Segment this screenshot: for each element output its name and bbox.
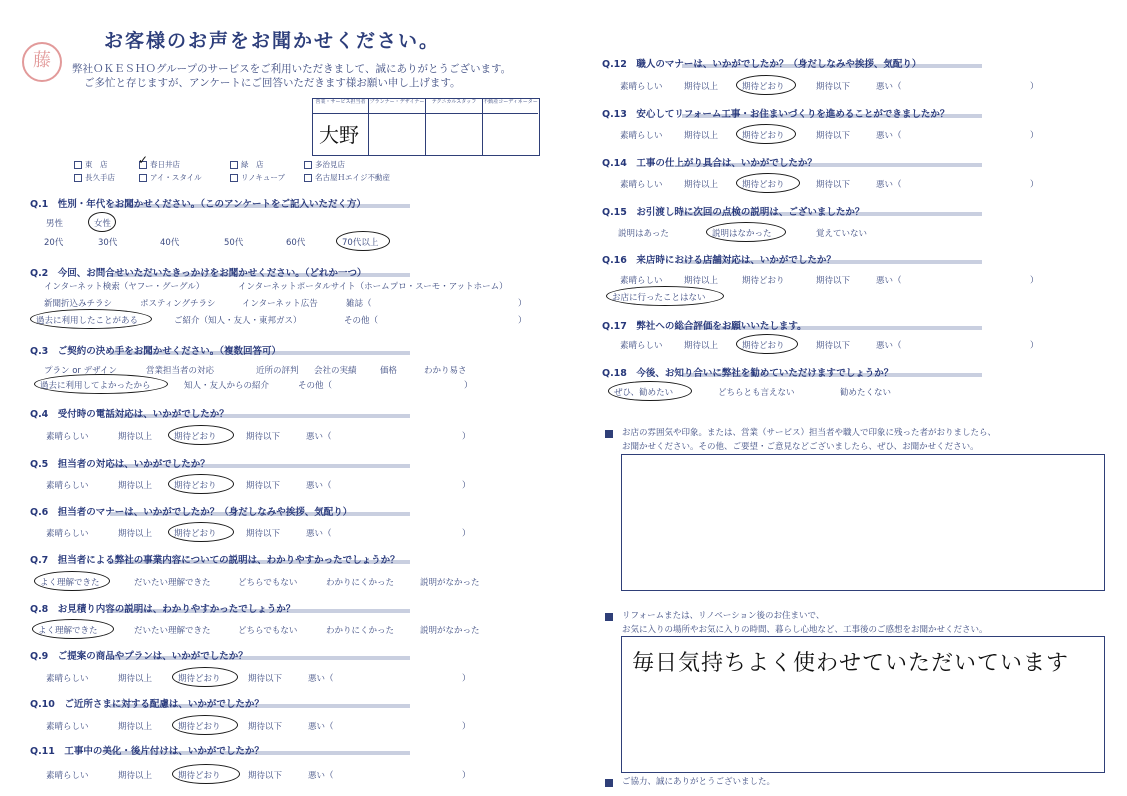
selected-answer-circle <box>34 571 110 591</box>
answer-option[interactable]: 悪い（ <box>308 771 334 781</box>
answer-option[interactable]: 期待以上 <box>684 131 719 141</box>
answer-option[interactable]: ご紹介（知人・友人・東邦ガス） <box>174 316 302 326</box>
store-label: 多治見店 <box>315 160 345 169</box>
question-label: Q.18 今後、お知り合いに弊社を勧めていただけますでしょうか？ <box>602 368 894 379</box>
answer-option[interactable]: 期待以下 <box>816 82 851 92</box>
store-label: 長久手店 <box>85 173 115 182</box>
store-option[interactable] <box>74 172 115 183</box>
answer-option[interactable]: 60代 <box>286 238 306 248</box>
answer-option[interactable]: 知人・友人からの紹介 <box>184 381 270 391</box>
comment2-textarea[interactable] <box>621 636 1105 773</box>
store-option[interactable] <box>304 159 345 170</box>
bullet-square-icon <box>605 613 613 621</box>
answer-option[interactable]: わかりにくかった <box>326 578 395 588</box>
answer-option[interactable]: 期待どおり <box>178 674 221 684</box>
answer-option[interactable]: ） <box>462 771 471 781</box>
answer-option[interactable]: ） <box>518 299 527 309</box>
comment2-prompt-1: リフォームまたは、リノベーション後のお住まいで、 <box>622 611 825 621</box>
staff-header-realestate: 不動産コーディネーター <box>483 99 538 114</box>
answer-option[interactable]: 70代以上 <box>342 238 379 248</box>
answer-option[interactable]: 会社の実績 <box>314 366 357 376</box>
answer-option[interactable]: 期待以上 <box>118 529 153 539</box>
answer-option[interactable]: 期待どおり <box>174 481 217 491</box>
question-label: Q.9 ご提案の商品やプランは、いかがでしたか？ <box>30 651 248 662</box>
question-label: Q.4 受付時の電話対応は、いかがでしたか？ <box>30 409 229 420</box>
answer-option[interactable]: 期待どおり <box>178 771 221 781</box>
question-label: Q.3 ご契約の決め手をお聞かせください。（複数回答可） <box>30 346 282 357</box>
answer-option[interactable]: 期待以下 <box>248 722 283 732</box>
checkbox[interactable] <box>230 161 238 169</box>
staff-table <box>312 98 540 156</box>
store-label: 緑 店 <box>241 160 264 169</box>
answer-option[interactable]: ） <box>462 481 471 491</box>
answer-option[interactable]: よく理解できた <box>40 578 100 588</box>
selected-answer-circle <box>168 474 234 494</box>
selected-answer-circle <box>736 173 800 193</box>
question-label: Q.5 担当者の対応は、いかがでしたか？ <box>30 459 210 470</box>
intro-line-2: ご多忙と存じますが、アンケートにご回答いただきます様お願い申し上げます。 <box>84 77 461 89</box>
answer-option[interactable]: ぜひ、勧めたい <box>614 388 674 398</box>
answer-option[interactable]: 期待以上 <box>118 481 153 491</box>
answer-option[interactable]: 期待以上 <box>118 771 153 781</box>
answer-option[interactable]: 素晴らしい <box>46 674 89 684</box>
store-option[interactable] <box>139 172 202 183</box>
store-option[interactable] <box>74 159 108 170</box>
answer-option[interactable]: インターネットポータルサイト（ホームプロ・スーモ・アットホーム） <box>238 282 508 292</box>
answer-option[interactable]: 期待以上 <box>118 722 153 732</box>
question-label: Q.2 今回、お問合せいただいたきっかけをお聞かせください。（どれか一つ） <box>30 268 367 279</box>
checkbox[interactable] <box>304 174 312 182</box>
checkbox[interactable] <box>304 161 312 169</box>
answer-option[interactable]: 素晴らしい <box>46 481 89 491</box>
answer-option[interactable]: 悪い（ <box>876 276 902 286</box>
selected-answer-circle <box>736 75 796 95</box>
selected-answer-circle <box>736 334 798 354</box>
answer-option[interactable]: 悪い（ <box>306 481 332 491</box>
answer-option[interactable]: 営業担当者の対応 <box>146 366 215 376</box>
answer-option[interactable]: 悪い（ <box>876 341 902 351</box>
staff-header-sales: 営業・サービス担当者 <box>313 99 369 114</box>
selected-answer-circle <box>336 231 390 251</box>
answer-option[interactable]: 期待どおり <box>742 131 785 141</box>
answer-option[interactable]: 価格 <box>380 366 398 376</box>
staff-cell-planner[interactable] <box>369 113 426 155</box>
answer-option[interactable]: 説明はなかった <box>712 229 772 239</box>
comment2-handwritten-text: 毎日気持ちよく使わせていただいています <box>632 651 1070 676</box>
question-label: Q.10 ご近所さまに対する配慮は、いかがでしたか？ <box>30 699 264 710</box>
answer-option[interactable]: どちらでもない <box>238 578 298 588</box>
answer-option[interactable]: その他（ <box>344 316 379 326</box>
answer-option[interactable]: 期待以下 <box>248 771 283 781</box>
store-label: リノキューブ <box>241 173 286 182</box>
checkbox[interactable] <box>230 174 238 182</box>
comment1-prompt-1: お店の雰囲気や印象。または、営業（サービス）担当者や職人で印象に残った者がおりましたら、 <box>622 428 997 438</box>
answer-option[interactable]: わかり易さ <box>424 366 467 376</box>
answer-option[interactable]: 期待以上 <box>118 432 153 442</box>
answer-option[interactable]: インターネット検索（ヤフー・グーグル） <box>44 282 205 292</box>
question-label: Q.7 担当者による弊社の事業内容についての説明は、わかりやすかったでしょうか？ <box>30 555 400 566</box>
store-label: 東 店 <box>85 160 108 169</box>
store-option[interactable] <box>304 172 390 183</box>
bullet-square-icon <box>605 430 613 438</box>
answer-option[interactable]: 素晴らしい <box>620 82 663 92</box>
selected-answer-circle <box>172 764 240 784</box>
answer-option[interactable]: 素晴らしい <box>620 276 663 286</box>
answer-option[interactable]: 素晴らしい <box>46 529 89 539</box>
answer-option[interactable]: 素晴らしい <box>46 771 89 781</box>
store-label: 春日井店 <box>150 160 180 169</box>
answer-option[interactable]: 新聞折込みチラシ <box>44 299 113 309</box>
answer-option[interactable]: プラン or デザイン <box>44 366 118 376</box>
answer-option[interactable]: 期待どおり <box>174 432 217 442</box>
store-label: アイ・スタイル <box>150 173 202 182</box>
answer-option[interactable]: 素晴らしい <box>620 131 663 141</box>
answer-option[interactable]: ） <box>462 674 471 684</box>
answer-option[interactable]: 期待以下 <box>816 131 851 141</box>
question-label: Q.15 お引渡し時に次回の点検の説明は、ございましたか？ <box>602 207 865 218</box>
selected-answer-circle <box>168 425 234 445</box>
selected-answer-circle <box>88 212 116 232</box>
answer-option[interactable]: 期待以上 <box>684 341 719 351</box>
selected-answer-circle <box>172 715 238 735</box>
seal-stamp: 藤 <box>22 42 62 82</box>
store-check-mark: ✓ <box>138 153 149 167</box>
answer-option[interactable]: ） <box>464 381 473 391</box>
bullet-square-icon <box>605 779 613 787</box>
answer-option[interactable]: だいたい理解できた <box>134 626 211 636</box>
store-option[interactable] <box>230 172 285 183</box>
answer-option[interactable]: 勧めたくない <box>840 388 892 398</box>
comment1-prompt-2: お聞かせください。その他、ご要望・ご意見などございましたら、ぜひ、お聞かせください。 <box>622 442 979 452</box>
intro-line-1: 弊社ＯＫＥＳＨＯグループのサービスをご利用いただきまして、誠にありがとうございます。 <box>72 63 512 75</box>
answer-option[interactable]: ポスティングチラシ <box>140 299 216 309</box>
answer-option[interactable]: 説明がなかった <box>420 578 480 588</box>
answer-option[interactable]: ） <box>1030 82 1039 92</box>
selected-answer-circle <box>172 667 238 687</box>
answer-option[interactable]: お店に行ったことはない <box>612 293 706 303</box>
answer-option[interactable]: 期待以下 <box>248 674 283 684</box>
checkbox[interactable] <box>139 174 147 182</box>
answer-option[interactable]: 雑誌（ <box>346 299 372 309</box>
answer-option[interactable]: 30代 <box>98 238 118 248</box>
answer-option[interactable]: ） <box>1030 276 1039 286</box>
answer-option[interactable]: ） <box>462 432 471 442</box>
answer-option[interactable]: 覚えていない <box>816 229 868 239</box>
answer-option[interactable]: ） <box>1030 180 1039 190</box>
answer-option[interactable]: ） <box>1030 131 1039 141</box>
question-label: Q.14 工事の仕上がり具合は、いかがでしたか？ <box>602 158 817 169</box>
store-label: 名古屋Ｈエイジ不動産 <box>315 173 390 182</box>
answer-option[interactable]: 期待どおり <box>742 180 785 190</box>
answer-option[interactable]: その他（ <box>298 381 333 391</box>
answer-option[interactable]: 期待以上 <box>118 674 153 684</box>
question-label: Q.13 安心してリフォーム工事・お住まいづくりを進めることができましたか？ <box>602 109 950 120</box>
answer-option[interactable]: 説明がなかった <box>420 626 480 636</box>
staff-handwritten-name: 大野 <box>319 123 359 147</box>
answer-option[interactable]: 悪い（ <box>306 529 332 539</box>
question-label: Q.16 来店時における店舗対応は、いかがでしたか？ <box>602 255 836 266</box>
answer-option[interactable]: ） <box>518 316 527 326</box>
staff-cell-realestate[interactable] <box>483 113 538 155</box>
selected-answer-circle <box>606 286 724 306</box>
answer-option[interactable]: 期待以上 <box>684 82 719 92</box>
checkbox[interactable] <box>74 174 82 182</box>
staff-header-planner: プランナー・デザイナー <box>369 99 426 114</box>
page-title: お客様のお声をお聞かせください。 <box>104 30 441 52</box>
question-label: Q.11 工事中の美化・後片付けは、いかがでしたか？ <box>30 746 264 757</box>
answer-option[interactable]: 説明はあった <box>618 229 669 239</box>
question-label: Q.12 職人のマナーは、いかがでしたか？（身だしなみや挨拶、気配り） <box>602 59 922 70</box>
answer-option[interactable]: 女性 <box>94 219 112 229</box>
answer-option[interactable]: どちらとも言えない <box>718 388 795 398</box>
answer-option[interactable]: 素晴らしい <box>620 341 663 351</box>
answer-option[interactable]: 悪い（ <box>308 722 334 732</box>
staff-header-technical: テクニカルスタッフ <box>426 99 483 114</box>
answer-option[interactable]: 悪い（ <box>876 82 902 92</box>
question-label: Q.6 担当者のマナーは、いかがでしたか？（身だしなみや挨拶、気配り） <box>30 507 353 518</box>
answer-option[interactable]: 期待以上 <box>684 180 719 190</box>
question-label: Q.17 弊社への総合評価をお願いいたします。 <box>602 321 807 332</box>
answer-option[interactable]: 近所の評判 <box>256 366 299 376</box>
answer-option[interactable]: 過去に利用してよかったから <box>40 381 151 391</box>
footer-thanks: ご協力、誠にありがとうございました。 <box>622 777 776 787</box>
answer-option[interactable]: 期待どおり <box>742 276 785 286</box>
answer-option[interactable]: 素晴らしい <box>46 432 89 442</box>
answer-option[interactable]: 期待以下 <box>816 180 851 190</box>
answer-option[interactable]: 悪い（ <box>308 674 334 684</box>
answer-option[interactable]: 期待以下 <box>246 432 281 442</box>
answer-option[interactable]: ） <box>462 722 471 732</box>
answer-option[interactable]: 40代 <box>160 238 180 248</box>
answer-option[interactable]: 悪い（ <box>306 432 332 442</box>
answer-option[interactable]: 期待どおり <box>742 341 785 351</box>
answer-option[interactable]: ） <box>462 529 471 539</box>
answer-option[interactable]: 期待どおり <box>178 722 221 732</box>
answer-option[interactable]: 悪い（ <box>876 180 902 190</box>
selected-answer-circle <box>736 124 796 144</box>
answer-option[interactable]: 期待以下 <box>246 529 281 539</box>
answer-option[interactable]: 素晴らしい <box>620 180 663 190</box>
question-label: Q.1 性別・年代をお聞かせください。（このアンケートをご記入いただく方） <box>30 199 366 210</box>
answer-option[interactable]: 期待以下 <box>816 276 851 286</box>
answer-option[interactable]: 素晴らしい <box>46 722 89 732</box>
answer-option[interactable]: 期待どおり <box>174 529 217 539</box>
comment2-prompt-2: お気に入りの場所やお気に入りの時間、暮らし心地など、工事後のご感想をお聞かせください。 <box>622 625 988 635</box>
question-label: Q.8 お見積り内容の説明は、わかりやすかったでしょうか？ <box>30 604 296 615</box>
answer-option[interactable]: 期待どおり <box>742 82 785 92</box>
store-option[interactable] <box>230 159 264 170</box>
selected-answer-circle <box>608 381 692 401</box>
selected-answer-circle <box>32 619 114 639</box>
selected-answer-circle <box>706 222 786 242</box>
staff-cell-technical[interactable] <box>426 113 483 155</box>
checkbox[interactable] <box>74 161 82 169</box>
selected-answer-circle <box>168 522 234 542</box>
answer-option[interactable]: 過去に利用したことがある <box>36 316 139 326</box>
answer-option[interactable]: だいたい理解できた <box>134 578 211 588</box>
answer-option[interactable]: 50代 <box>224 238 244 248</box>
staff-cell-sales[interactable] <box>313 113 369 155</box>
answer-option[interactable]: 期待以下 <box>816 341 851 351</box>
comment1-textarea[interactable] <box>621 454 1105 591</box>
selected-answer-circle <box>34 374 168 394</box>
answer-option[interactable]: インターネット広告 <box>242 299 318 309</box>
answer-option[interactable]: 20代 <box>44 238 64 248</box>
selected-answer-circle <box>30 309 152 329</box>
answer-option[interactable]: 悪い（ <box>876 131 902 141</box>
answer-option[interactable]: よく理解できた <box>38 626 98 636</box>
answer-option[interactable]: 期待以上 <box>684 276 719 286</box>
answer-option[interactable]: わかりにくかった <box>326 626 395 636</box>
answer-option[interactable]: どちらでもない <box>238 626 298 636</box>
answer-option[interactable]: 男性 <box>46 219 64 229</box>
answer-option[interactable]: ） <box>1030 341 1039 351</box>
answer-option[interactable]: 期待以下 <box>246 481 281 491</box>
